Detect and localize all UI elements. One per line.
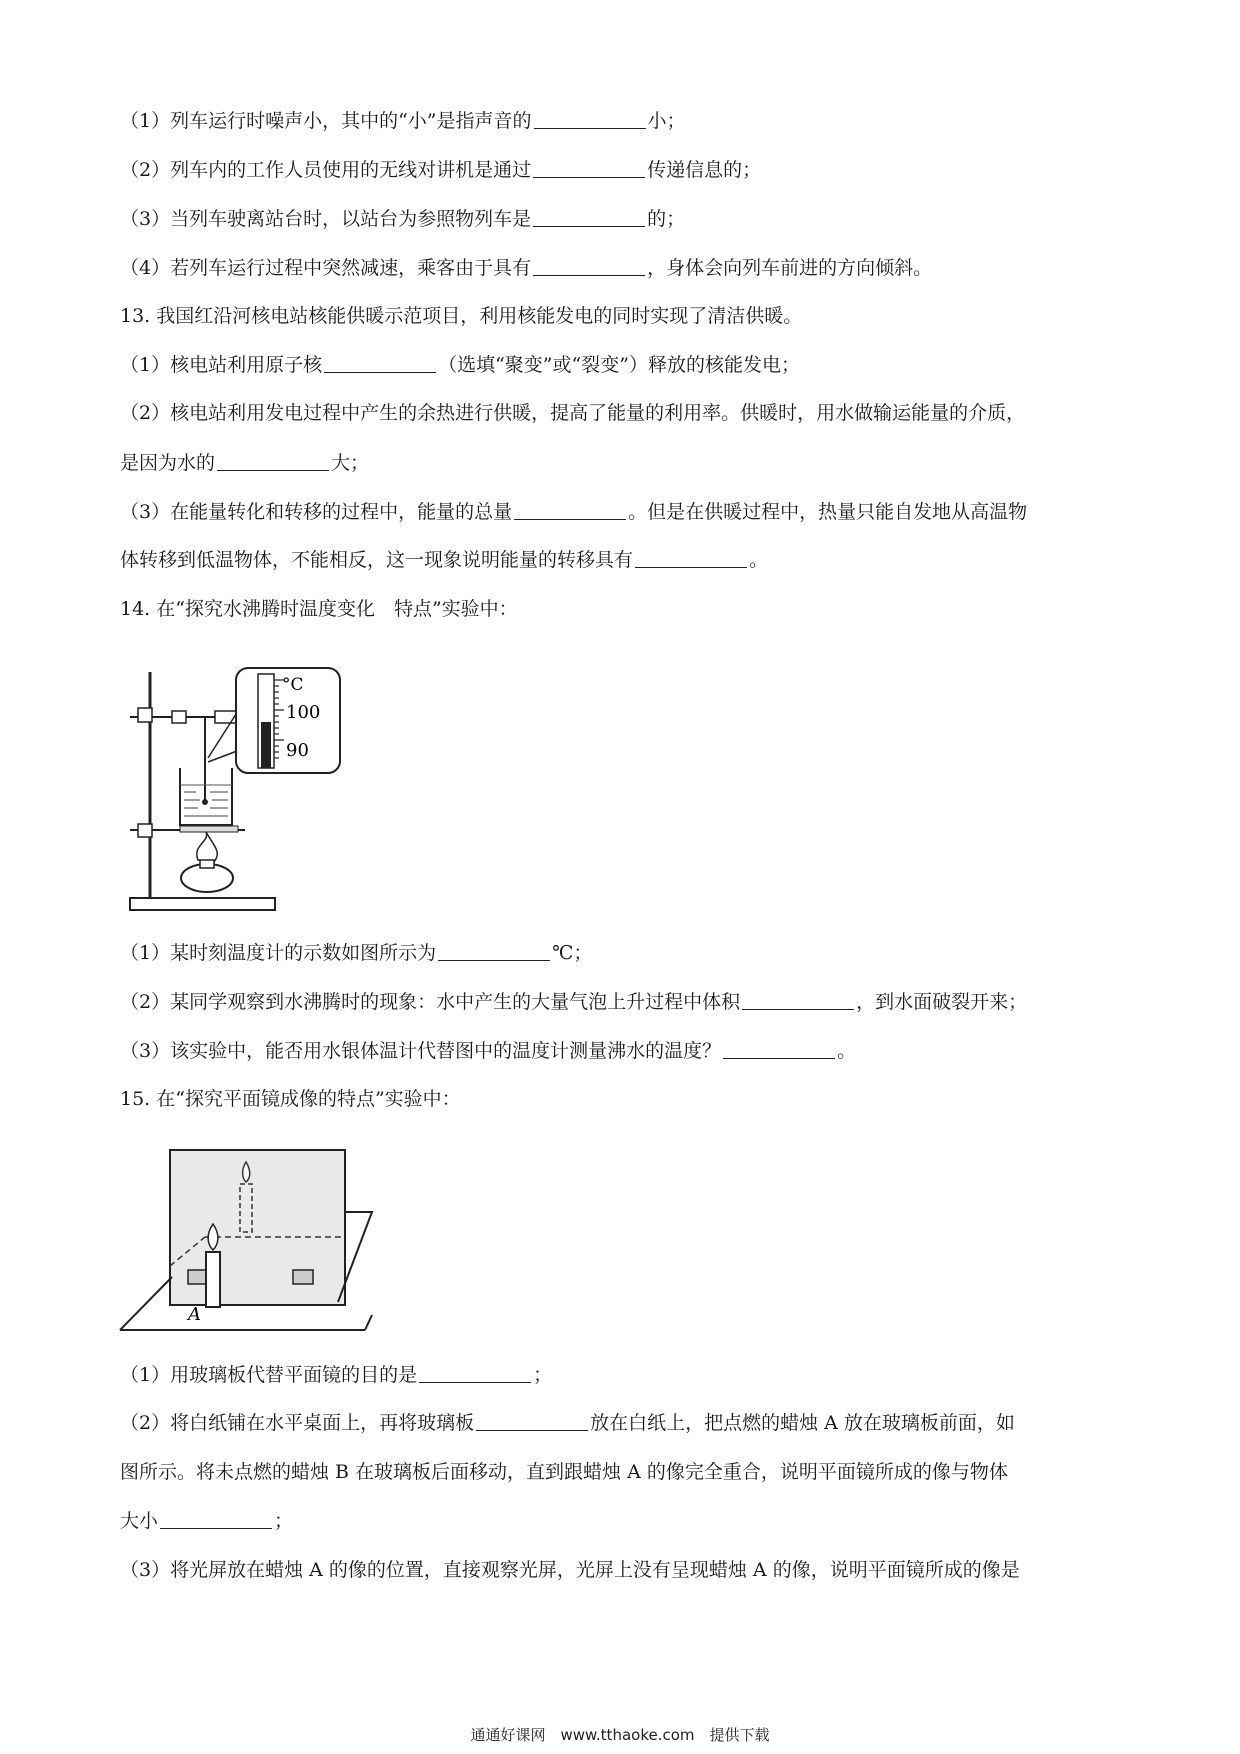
answer-blank[interactable] bbox=[438, 940, 550, 961]
q15-part3: （3）将光屏放在蜡烛 A 的像的位置，直接观察光屏，光屏上没有呈现蜡烛 A 的像，说明平面镜所成的像是 bbox=[120, 1559, 1020, 1581]
candle-a-label: A bbox=[188, 1304, 201, 1325]
answer-blank[interactable] bbox=[635, 547, 747, 568]
plane-mirror-experiment-figure bbox=[110, 1142, 390, 1342]
q13-part2-line1: （2）核电站利用发电过程中产生的余热进行供暖，提高了能量的利用率。供暖时，用水做输运能量的介质， bbox=[120, 402, 1026, 424]
answer-blank[interactable] bbox=[217, 450, 329, 471]
q13-stem: 13. 我国红沿河核电站核能供暖示范项目，利用核能发电的同时实现了清洁供暖。 bbox=[120, 305, 803, 327]
answer-blank[interactable] bbox=[160, 1508, 272, 1529]
page-footer: 通通好课网 www.tthaoke.com 提供下载 bbox=[470, 1726, 770, 1744]
answer-blank[interactable] bbox=[419, 1362, 531, 1383]
q13-part1: （1）核电站利用原子核 （选填“聚变”或“裂变”）释放的核能发电； bbox=[120, 354, 800, 376]
q15-stem: 15. 在“探究平面镜成像的特点”实验中： bbox=[120, 1088, 461, 1110]
q12-part3: （3）当列车驶离站台时，以站台为参照物列车是 的； bbox=[120, 208, 686, 230]
q15-part2-line3: 大小 ； bbox=[120, 1510, 294, 1532]
answer-blank[interactable] bbox=[723, 1038, 835, 1059]
q13-part3-line1: （3）在能量转化和转移的过程中，能量的总量 。但是在供暖过程中，热量只能自发地从高温物 bbox=[120, 501, 1028, 523]
q14-part3: （3）该实验中，能否用水银体温计代替图中的温度计测量沸水的温度？ 。 bbox=[120, 1040, 857, 1062]
answer-blank[interactable] bbox=[742, 989, 854, 1010]
answer-blank[interactable] bbox=[533, 255, 645, 276]
q15-part1: （1）用玻璃板代替平面镜的目的是 ； bbox=[120, 1364, 553, 1386]
q14-part1: （1）某时刻温度计的示数如图所示为 ℃； bbox=[120, 942, 593, 964]
thermometer-unit-label: °C bbox=[282, 675, 304, 695]
answer-blank[interactable] bbox=[324, 352, 436, 373]
q13-part3-line2: 体转移到低温物体，不能相反，这一现象说明能量的转移具有 。 bbox=[120, 549, 769, 571]
thermometer-tick-90: 90 bbox=[286, 740, 309, 761]
q12-part4: （4）若列车运行过程中突然减速，乘客由于具有 ，身体会向列车前进的方向倾斜。 bbox=[120, 257, 933, 279]
boiling-water-apparatus-figure bbox=[110, 660, 360, 915]
answer-blank[interactable] bbox=[476, 1410, 588, 1431]
q15-part2-line2: 图所示。将未点燃的蜡烛 B 在玻璃板后面移动，直到跟蜡烛 A 的像完全重合，说明平面镜所成的像与物体 bbox=[120, 1461, 1008, 1483]
answer-blank[interactable] bbox=[534, 108, 646, 129]
q14-part2: （2）某同学观察到水沸腾时的现象：水中产生的大量气泡上升过程中体积 ，到水面破裂开来； bbox=[120, 991, 1028, 1013]
q15-part2-line1: （2）将白纸铺在水平桌面上，再将玻璃板 放在白纸上，把点燃的蜡烛 A 放在玻璃板前面，如 bbox=[120, 1412, 1015, 1434]
answer-blank[interactable] bbox=[533, 157, 645, 178]
q12-part2: （2）列车内的工作人员使用的无线对讲机是通过 传递信息的； bbox=[120, 159, 762, 181]
q14-stem: 14. 在“探究水沸腾时温度变化 特点”实验中： bbox=[120, 598, 518, 620]
q12-part1: （1）列车运行时噪声小，其中的“小”是指声音的 小； bbox=[120, 110, 686, 132]
thermometer-tick-100: 100 bbox=[286, 702, 321, 723]
answer-blank[interactable] bbox=[514, 499, 626, 520]
q13-part2-line2: 是因为水的 大； bbox=[120, 452, 370, 474]
answer-blank[interactable] bbox=[533, 206, 645, 227]
